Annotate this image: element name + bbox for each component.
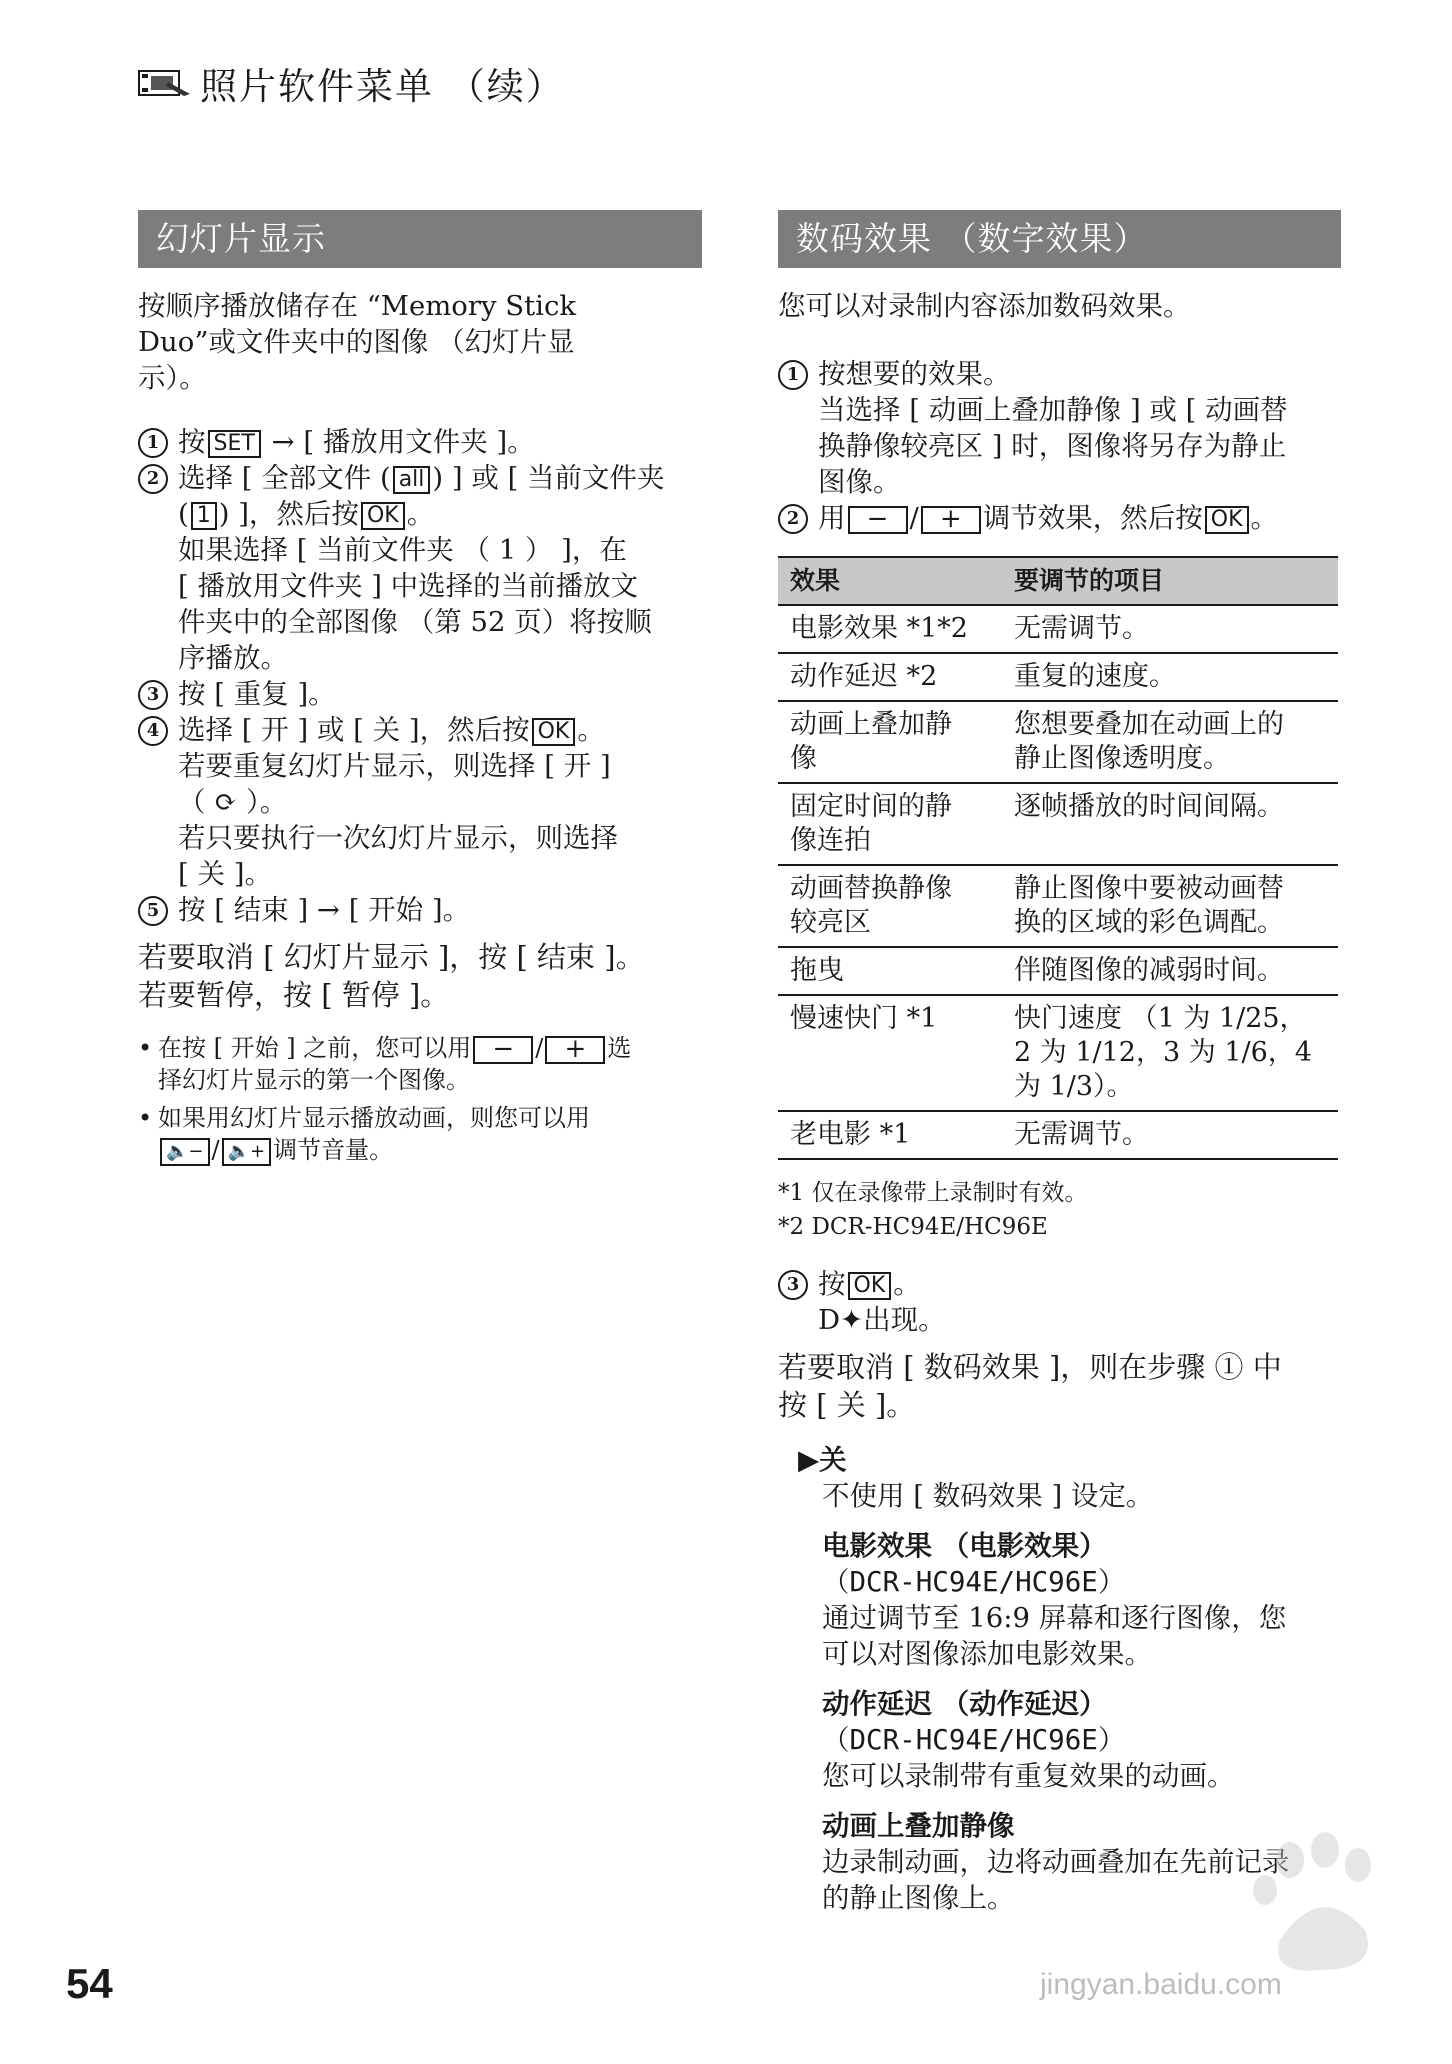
minus-key-icon: −: [848, 506, 908, 534]
bullet-text: 如果用幻灯片显示播放动画，则您可以用: [158, 1104, 590, 1132]
step-number: 2: [778, 504, 808, 534]
intro-line: 示）。: [138, 362, 207, 394]
step-1-note: [778, 392, 1344, 500]
step-3: [778, 1266, 1344, 1302]
section-heading: 数码效果 （数字效果）: [796, 219, 1148, 258]
table-row: [778, 995, 1338, 1111]
step-1: [778, 356, 1344, 392]
step-text: 选择 [ 全部文件 (: [178, 462, 391, 494]
effect-text: 慢速快门 *1: [790, 1003, 938, 1034]
effect-cell: [778, 865, 1002, 947]
section-bar-digital-effect: [778, 210, 1341, 268]
note-line: 当选择 [ 动画上叠加静像 ] 或 [ 动画替: [818, 394, 1288, 426]
adjust-item-cell: [1002, 783, 1338, 865]
effects-table: [778, 556, 1338, 1160]
effect-text: 动画上叠加静: [790, 709, 952, 740]
item-text: 快门速度 （1 为 1/25，: [1014, 1003, 1307, 1034]
column-header: 要调节的项目: [1002, 557, 1338, 605]
step-number: 1: [138, 428, 168, 458]
folder-icon: 1: [191, 502, 217, 530]
effect-cell: [778, 947, 1002, 995]
table-row: [778, 605, 1338, 653]
effect-text: 动画替换静像: [790, 873, 952, 904]
step-text: 按想要的效果。: [818, 358, 1011, 390]
note-bullet-1: [138, 1032, 708, 1096]
step-text: 按 [ 重复 ]。: [178, 678, 336, 710]
effect-cell: [778, 701, 1002, 783]
effect-text: 老电影 *1: [790, 1119, 911, 1150]
step-number: 3: [778, 1270, 808, 1300]
option-title: 动画上叠加静像: [822, 1810, 1015, 1842]
step-text: 。: [893, 1268, 921, 1300]
right-column: [778, 288, 1344, 1916]
step-2: [778, 500, 1344, 536]
step-text: ) ]，然后按: [218, 498, 359, 530]
cancel-line: 按 [ 关 ]。: [778, 1388, 916, 1422]
table-header-row: [778, 557, 1338, 605]
effect-text: 电影效果 *1*2: [790, 613, 968, 644]
item-text: 换的区域的彩色调配。: [1014, 907, 1284, 938]
cancel-line: 若要取消 [ 数码效果 ]，则在步骤 ① 中: [778, 1350, 1282, 1384]
desc-line: 的静止图像上。: [822, 1882, 1015, 1914]
page-number: 54: [66, 1960, 113, 2007]
step-text: ) ] 或 [ 当前文件夹: [432, 462, 665, 494]
item-text: 您想要叠加在动画上的: [1014, 709, 1284, 740]
option-model: （DCR-HC94E/HC96E）: [822, 1566, 1126, 1598]
option-desc: [798, 1600, 1344, 1672]
note-line: [ 关 ]。: [178, 858, 272, 890]
item-text: 静止图像中要被动画替: [1014, 873, 1284, 904]
item-text: 无需调节。: [1014, 613, 1149, 644]
step-5: [138, 892, 708, 928]
step-number: 2: [138, 464, 168, 494]
step-text: 选择 [ 开 ] 或 [ 关 ]，然后按: [178, 714, 530, 746]
step-text: 。: [1250, 502, 1279, 534]
adjust-item-cell: [1002, 865, 1338, 947]
effect-text: 拖曳: [790, 955, 844, 986]
section-heading: 幻灯片显示: [156, 219, 326, 258]
effect-text: 像连拍: [790, 825, 871, 856]
effect-text: 动作延迟 *2: [790, 661, 938, 692]
adjust-item-cell: [1002, 1111, 1338, 1159]
step-text: 。: [577, 714, 605, 746]
set-button-icon: SET: [208, 430, 261, 458]
item-text: 伴随图像的减弱时间。: [1014, 955, 1284, 986]
plus-key-icon: +: [545, 1036, 605, 1064]
step-2: [138, 460, 708, 532]
cancel-instructions: [138, 938, 708, 1014]
page-title: 照片软件菜单 （续）: [200, 65, 565, 108]
step-3: [138, 676, 708, 712]
cancel-line: 若要取消 [ 幻灯片显示 ]，按 [ 结束 ]。: [138, 940, 645, 974]
intro-line: Duo”或文件夹中的图像 （幻灯片显: [138, 326, 575, 358]
adjust-item-cell: [1002, 653, 1338, 701]
option-desc: 不使用 [ 数码效果 ] 设定。: [822, 1480, 1154, 1512]
step-3-note: D✦出现。: [818, 1304, 946, 1336]
step-4-note-once: [138, 820, 708, 892]
left-column: [138, 288, 708, 1166]
effect-cell: [778, 783, 1002, 865]
page-header: [138, 56, 565, 110]
bullet-text: 择幻灯片显示的第一个图像。: [158, 1066, 470, 1094]
note-line: 若要重复幻灯片显示，则选择 [ 开 ]: [178, 750, 611, 782]
step-number: 5: [138, 896, 168, 926]
bullet-text: 在按 [ 开始 ] 之前，您可以用: [158, 1034, 472, 1062]
step-text: 按: [818, 1268, 846, 1300]
option-desc: 您可以录制带有重复效果的动画。: [822, 1760, 1235, 1792]
column-header: 效果: [778, 557, 1002, 605]
step-text: 用: [818, 502, 846, 534]
bullet-text: 调节音量。: [273, 1136, 394, 1164]
photo-menu-icon: [138, 68, 194, 98]
option-model: （DCR-HC94E/HC96E）: [822, 1724, 1126, 1756]
option-title: 动作延迟 （动作延迟）: [822, 1688, 1107, 1720]
note-line: （ ⟳ ）。: [178, 786, 288, 818]
effect-cell: [778, 605, 1002, 653]
desc-line: 通过调节至 16:9 屏幕和逐行图像，您: [822, 1602, 1287, 1634]
intro-text: 您可以对录制内容添加数码效果。: [778, 290, 1191, 322]
step-text: (: [178, 498, 189, 530]
step-4: [138, 712, 708, 748]
all-files-icon: all: [393, 466, 431, 494]
minus-key-icon: −: [473, 1036, 533, 1064]
note-bullet-2: [138, 1102, 708, 1166]
step-2-note: [138, 532, 708, 676]
option-title: ▶关: [798, 1444, 847, 1476]
effect-cell: [778, 653, 1002, 701]
step-text: 调节效果，然后按: [982, 502, 1203, 534]
step-number: 1: [778, 360, 808, 390]
step-text: 。: [406, 498, 435, 530]
cancel-line: 若要暂停，按 [ 暂停 ]。: [138, 978, 450, 1012]
adjust-item-cell: [1002, 605, 1338, 653]
ok-button-icon: OK: [361, 502, 405, 530]
note-line: 换静像较亮区 ] 时，图像将另存为静止: [818, 430, 1287, 462]
table-row: [778, 701, 1338, 783]
item-text: 2 为 1/12，3 为 1/6，4: [1014, 1037, 1312, 1068]
slash: /: [211, 1136, 220, 1164]
note-line: 如果选择 [ 当前文件夹 （ 1 ） ]，在: [178, 534, 627, 566]
effect-text: 固定时间的静: [790, 791, 952, 822]
step-number: 4: [138, 716, 168, 746]
ok-button-icon: OK: [1205, 506, 1249, 534]
desc-line: 边录制动画，边将动画叠加在先前记录: [822, 1846, 1290, 1878]
item-text: 重复的速度。: [1014, 661, 1176, 692]
table-row: [778, 653, 1338, 701]
item-text: 为 1/3）。: [1014, 1071, 1134, 1102]
step-4-note-repeat: [138, 748, 708, 820]
intro-text: [138, 288, 708, 396]
section-bar-slideshow: [138, 210, 702, 268]
volume-up-icon: 🔈+: [222, 1138, 272, 1166]
ok-button-icon: OK: [532, 718, 576, 746]
adjust-item-cell: [1002, 947, 1338, 995]
slash: /: [535, 1034, 544, 1062]
footnote: *2 DCR-HC94E/HC96E: [778, 1214, 1048, 1240]
note-line: 件夹中的全部图像 （第 52 页）将按顺: [178, 606, 652, 638]
effect-text: 较亮区: [790, 907, 871, 938]
item-text: 无需调节。: [1014, 1119, 1149, 1150]
adjust-item-cell: [1002, 701, 1338, 783]
watermark-text: jingyan.baidu.com: [1040, 1968, 1282, 2001]
option-title: 电影效果 （电影效果）: [822, 1530, 1107, 1562]
step-number: 3: [138, 680, 168, 710]
note-line: 若只要执行一次幻灯片显示，则选择: [178, 822, 618, 854]
plus-key-icon: +: [921, 506, 981, 534]
bullet-text: 选: [607, 1034, 632, 1062]
adjust-item-cell: [1002, 995, 1338, 1111]
table-row: [778, 865, 1338, 947]
slash: /: [909, 502, 919, 534]
item-text: 静止图像透明度。: [1014, 743, 1230, 774]
step-1: [138, 424, 708, 460]
step-text: 按: [178, 426, 206, 458]
effect-text: 像: [790, 743, 817, 774]
intro-line: 按顺序播放储存在 “Memory Stick: [138, 290, 577, 322]
step-text: 按 [ 结束 ] → [ 开始 ]。: [178, 894, 471, 926]
effect-cell: [778, 995, 1002, 1111]
table-row: [778, 783, 1338, 865]
volume-down-icon: 🔈−: [160, 1138, 210, 1166]
footnotes: [778, 1176, 1344, 1244]
desc-line: 可以对图像添加电影效果。: [822, 1638, 1152, 1670]
footnote: *1 仅在录像带上录制时有效。: [778, 1180, 1088, 1206]
note-line: 序播放。: [178, 642, 288, 674]
ok-button-icon: OK: [848, 1272, 892, 1300]
item-text: 逐帧播放的时间间隔。: [1014, 791, 1284, 822]
step-text: → [ 播放用文件夹 ]。: [262, 426, 535, 458]
note-line: 图像。: [818, 466, 901, 498]
table-row: [778, 947, 1338, 995]
note-line: [ 播放用文件夹 ] 中选择的当前播放文: [178, 570, 639, 602]
cancel-instructions: [778, 1348, 1344, 1424]
table-row: [778, 1111, 1338, 1159]
effect-cell: [778, 1111, 1002, 1159]
